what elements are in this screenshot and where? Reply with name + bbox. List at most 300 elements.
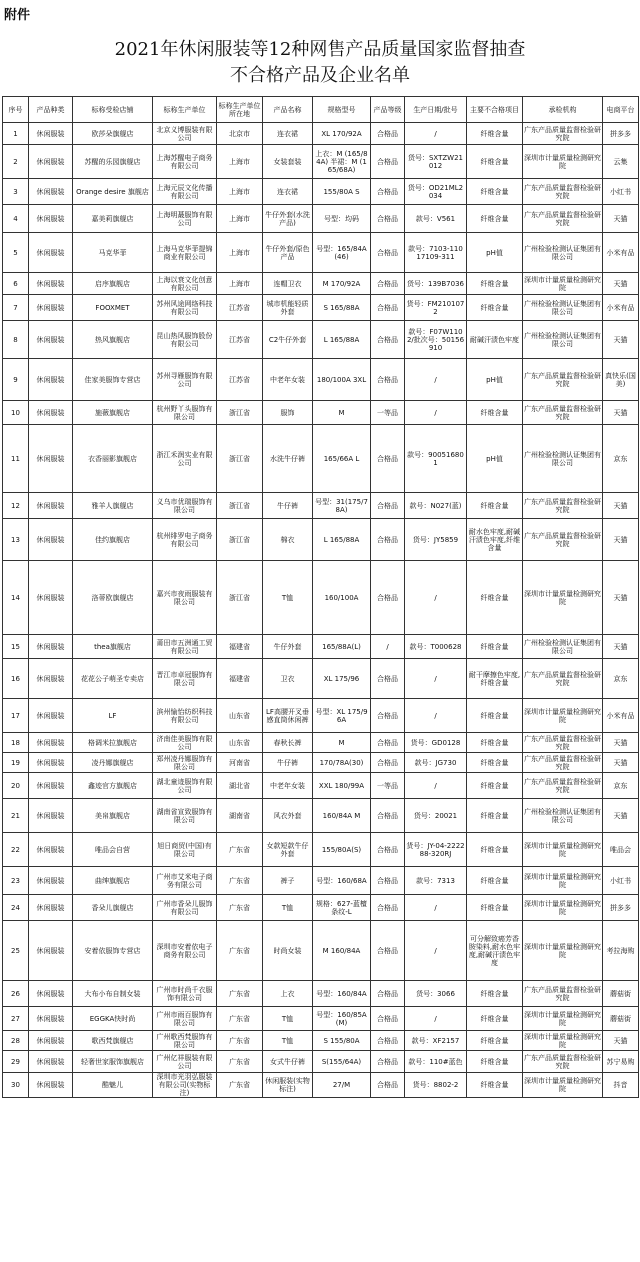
table-cell: 货号：SXTZW21012 xyxy=(405,145,467,179)
table-cell: 牛仔外套 xyxy=(263,635,313,659)
table-cell: 款号：7103-11017109-311 xyxy=(405,233,467,273)
table-cell: 小米有品 xyxy=(603,233,639,273)
table-cell: 真快乐(国美) xyxy=(603,359,639,401)
table-row xyxy=(3,659,639,699)
table-cell: 11 xyxy=(3,425,29,493)
table-cell: 湖南省 xyxy=(217,799,263,833)
table-cell: 休闲服装 xyxy=(29,799,73,833)
table-cell: 深圳市光羽弘服装有限公司(实物标注) xyxy=(153,1073,217,1098)
table-cell: 休闲服装 xyxy=(29,981,73,1007)
table-cell: 连帽卫衣 xyxy=(263,273,313,295)
table-cell: 抖音 xyxy=(603,1073,639,1098)
table-cell: 郑州凌丹娜服饰有限公司 xyxy=(153,753,217,773)
table-cell: 广东省 xyxy=(217,1031,263,1051)
table-cell: 155/80A(S) xyxy=(313,833,371,867)
table-cell: 合格品 xyxy=(371,895,405,921)
table-cell: 合格品 xyxy=(371,753,405,773)
table-cell: XL 175/96 xyxy=(313,659,371,699)
table-cell: 苏宁易购 xyxy=(603,1051,639,1073)
table-cell: 号型：XL 175/96A xyxy=(313,699,371,733)
table-cell: 义乌市优瑞服饰有限公司 xyxy=(153,493,217,519)
table-cell: 休闲服装 xyxy=(29,659,73,699)
table-row xyxy=(3,895,639,921)
table-cell: 165/88A(L) xyxy=(313,635,371,659)
table-cell: 蘑菇街 xyxy=(603,1007,639,1031)
header-cell: 主要不合格项目 xyxy=(467,97,523,123)
table-cell: 深圳市计量质量检测研究院 xyxy=(524,1032,601,1049)
table-cell: 合格品 xyxy=(371,123,405,145)
table-cell: 深圳市计量质量检测研究院 xyxy=(523,273,603,295)
table-cell: 上衣：M (165/84A) 半裙：M (165/68A) xyxy=(313,145,371,179)
table-cell: 广东省 xyxy=(217,867,263,895)
table-cell: 休闲服装 xyxy=(29,123,73,145)
table-cell: 货号：8802-2 xyxy=(405,1073,467,1098)
table-cell: 安着依服饰专营店 xyxy=(73,921,153,981)
table-cell: 上海马克华菲提锦商业有限公司 xyxy=(153,233,217,273)
table-cell: 杭州绯罗电子商务有限公司 xyxy=(153,519,217,561)
table-cell: pH值 xyxy=(467,359,523,401)
table-cell: 浙江省 xyxy=(217,561,263,635)
table-cell: 休闲服装 xyxy=(29,773,73,799)
table-cell: 合格品 xyxy=(371,295,405,321)
table-cell: 纤维含量 xyxy=(467,145,523,179)
table-cell: 江苏省 xyxy=(217,295,263,321)
table-cell: 广东省 xyxy=(217,1007,263,1031)
table-cell: 纤维含量 xyxy=(467,123,523,145)
table-body xyxy=(3,123,639,1098)
table-cell: 香朵儿旗舰店 xyxy=(73,895,153,921)
table-cell: 耐干摩擦色牢度,纤维含量 xyxy=(467,659,523,699)
table-cell: 上海市 xyxy=(217,205,263,233)
table-cell: 女装套装 xyxy=(263,145,313,179)
table-cell: 广州检验检测认证集团有限公司 xyxy=(523,425,603,493)
table-cell: 广东产品质量监督检验研究院 xyxy=(523,1051,603,1073)
table-cell: 28 xyxy=(3,1031,29,1051)
table-cell: 滨州愉怡纺织科技有限公司 xyxy=(153,699,217,733)
table-row xyxy=(3,123,639,145)
table-cell: 卫衣 xyxy=(263,659,313,699)
table-cell: 18 xyxy=(3,733,29,753)
table-cell: 合格品 xyxy=(371,699,405,733)
table-cell: pH值 xyxy=(467,233,523,273)
table-cell: 15 xyxy=(3,635,29,659)
table-cell: 拼多多 xyxy=(603,895,639,921)
table-cell: 合格品 xyxy=(371,493,405,519)
table-cell: 合格品 xyxy=(371,425,405,493)
table-cell: 佳家美服饰专营店 xyxy=(73,359,153,401)
table-cell: 纤维含量 xyxy=(467,179,523,205)
table-cell: 深圳市计量质量检测研究院 xyxy=(523,561,603,635)
table-cell: 休闲服装 xyxy=(29,205,73,233)
table-cell: 广州检验检测认证集团有限公司 xyxy=(523,799,603,833)
table-cell: 款号：110#蓝色 xyxy=(405,1051,467,1073)
table-cell: 考拉海购 xyxy=(603,921,639,981)
table-cell: 合格品 xyxy=(371,659,405,699)
table-cell: 鑫迹官方旗舰店 xyxy=(73,773,153,799)
table-cell: 休闲服装 xyxy=(29,635,73,659)
table-cell: 深圳市计量质量检测研究院 xyxy=(523,1073,603,1098)
table-cell: 拼多多 xyxy=(603,123,639,145)
table-cell: 5 xyxy=(3,233,29,273)
table-cell: 苏州风途网络科技有限公司 xyxy=(153,295,217,321)
table-cell: 休闲服装 xyxy=(29,561,73,635)
table-cell: 京东 xyxy=(603,659,639,699)
table-cell: 170/78A(30) xyxy=(313,753,371,773)
table-cell: 休闲服装 xyxy=(29,401,73,425)
header-cell: 规格型号 xyxy=(313,97,371,123)
table-cell: 7 xyxy=(3,295,29,321)
table-cell: 天猫 xyxy=(603,1031,639,1051)
table-cell: / xyxy=(371,635,405,659)
table-cell: 27 xyxy=(3,1007,29,1031)
table-cell: 纤维含量 xyxy=(467,981,523,1007)
table-cell: 155/80A S xyxy=(313,179,371,205)
table-cell: 款号：F07W1102/批次号：50156910 xyxy=(405,321,467,359)
table-cell: / xyxy=(405,773,467,799)
table-cell: EGGKA快时尚 xyxy=(73,1007,153,1031)
table-cell: 嘉美莉旗舰店 xyxy=(73,205,153,233)
table-cell: 广东产品质量监督检验研究院 xyxy=(523,359,603,401)
table-row xyxy=(3,733,639,753)
table-cell: S(155/64A) xyxy=(313,1051,371,1073)
table-cell: 货号：3066 xyxy=(405,981,467,1007)
table-row xyxy=(3,321,639,359)
table-cell: 晋江市卓冠服饰有限公司 xyxy=(153,659,217,699)
table-cell: / xyxy=(405,699,467,733)
table-cell: 苏醒的乐园旗舰店 xyxy=(73,145,153,179)
table-cell: 天猫 xyxy=(603,753,639,773)
table-cell: 广州市艾米电子商务有限公司 xyxy=(153,867,217,895)
table-cell: 180/100A 3XL xyxy=(313,359,371,401)
table-cell: 合格品 xyxy=(371,1007,405,1031)
table-cell: 连衣裙 xyxy=(263,179,313,205)
table-cell: 天猫 xyxy=(603,273,639,295)
table-cell: 天猫 xyxy=(603,519,639,561)
table-cell: 山东省 xyxy=(217,699,263,733)
table-cell: 深圳市计量质量检测研究院 xyxy=(523,895,603,921)
table-cell: 27/M xyxy=(313,1073,371,1098)
table-cell: 货号：GD0128 xyxy=(405,733,467,753)
table-cell: 牛仔外套(水洗产品) xyxy=(263,205,313,233)
table-cell: 浙江省 xyxy=(217,401,263,425)
table-cell: 165/66A L xyxy=(313,425,371,493)
table-cell: 上海苏醒电子商务有限公司 xyxy=(153,145,217,179)
table-cell: T恤 xyxy=(263,1031,313,1051)
table-cell: 休闲服装 xyxy=(29,295,73,321)
table-cell: 广东省 xyxy=(217,921,263,981)
table-cell: 时尚女装 xyxy=(263,921,313,981)
table-cell: 深圳市计量质量检测研究院 xyxy=(523,867,603,895)
table-cell: 美帛旗舰店 xyxy=(73,799,153,833)
table-cell: 江苏省 xyxy=(217,321,263,359)
table-cell: 休闲服装 xyxy=(29,753,73,773)
table-cell: 广东省 xyxy=(217,1073,263,1098)
table-cell: 3 xyxy=(3,179,29,205)
table-cell: 歌西梵旗舰店 xyxy=(73,1031,153,1051)
table-cell: 莆田市五洲通工贸有限公司 xyxy=(153,635,217,659)
table-cell: 休闲服装 xyxy=(29,1051,73,1073)
table-cell: 浙江禾润实业有限公司 xyxy=(153,425,217,493)
table-cell: / xyxy=(405,401,467,425)
table-cell: 纤维含量 xyxy=(467,895,523,921)
table-row xyxy=(3,773,639,799)
table-cell: 20 xyxy=(3,773,29,799)
table-cell: LF高腰开叉垂感直筒休闲裤 xyxy=(263,699,313,733)
table-cell: LF xyxy=(73,699,153,733)
table-cell: 休闲服装 xyxy=(29,273,73,295)
table-cell: 30 xyxy=(3,1073,29,1098)
table-cell: 广州市时尚千衣服饰有限公司 xyxy=(153,981,217,1007)
table-cell: 曲绅旗舰店 xyxy=(73,867,153,895)
table-cell: 福建省 xyxy=(217,659,263,699)
table-cell: 合格品 xyxy=(371,921,405,981)
table-cell: 合格品 xyxy=(371,519,405,561)
table-cell: 广东省 xyxy=(217,1051,263,1073)
table-cell: 旭日商贸(中国)有限公司 xyxy=(153,833,217,867)
table-cell: 上海市 xyxy=(217,273,263,295)
table-cell: 纤维含量 xyxy=(467,1073,523,1098)
table-cell: / xyxy=(405,123,467,145)
table-cell: 花花公子萌圣专卖店 xyxy=(73,659,153,699)
table-cell: 天猫 xyxy=(603,493,639,519)
table-cell: 纤维含量 xyxy=(467,401,523,425)
table-cell: 24 xyxy=(3,895,29,921)
table-cell: 山东省 xyxy=(217,733,263,753)
table-cell: 休闲服装 xyxy=(29,921,73,981)
table-row xyxy=(3,205,639,233)
table-row xyxy=(3,359,639,401)
table-cell: XXL 180/99A xyxy=(313,773,371,799)
table-cell: 天猫 xyxy=(603,561,639,635)
table-cell: 广东产品质量监督检验研究院 xyxy=(523,519,603,561)
table-cell: 深圳市计量质量检测研究院 xyxy=(523,833,603,867)
table-cell: 广州检验检测认证集团有限公司 xyxy=(523,635,603,659)
table-cell: 湖北省 xyxy=(217,773,263,799)
table-cell: 19 xyxy=(3,753,29,773)
table-cell: 天猫 xyxy=(603,733,639,753)
table-cell: 马克华菲 xyxy=(73,233,153,273)
table-row xyxy=(3,179,639,205)
table-cell: thea旗舰店 xyxy=(73,635,153,659)
table-cell: 款号：900516801 xyxy=(405,425,467,493)
table-cell: 广东省 xyxy=(217,895,263,921)
table-cell: 合格品 xyxy=(371,233,405,273)
table-cell: 纤维含量 xyxy=(467,733,523,753)
table-cell: 水洗牛仔裤 xyxy=(263,425,313,493)
table-cell: 纤维含量 xyxy=(467,273,523,295)
table-cell: 济南佳美服饰有限公司 xyxy=(153,733,217,753)
table-cell: 北京义博服装有限公司 xyxy=(153,123,217,145)
table-cell: 货号：JY-04-222288-320RJ xyxy=(405,833,467,867)
table-cell: 8 xyxy=(3,321,29,359)
table-cell: 京东 xyxy=(603,425,639,493)
table-cell: 休闲服装 xyxy=(29,179,73,205)
header-cell: 标称生产单位 xyxy=(153,97,217,123)
table-cell: 福建省 xyxy=(217,635,263,659)
table-cell: 12 xyxy=(3,493,29,519)
table-cell: T恤 xyxy=(263,895,313,921)
table-cell: 合格品 xyxy=(371,321,405,359)
table-cell: 广东产品质量监督检验研究院 xyxy=(523,659,603,699)
table-cell: S 155/80A xyxy=(313,1031,371,1051)
table-cell: 春秋长裤 xyxy=(263,733,313,753)
table-cell: 广东省 xyxy=(217,981,263,1007)
table-cell: 热风旗舰店 xyxy=(73,321,153,359)
table-cell: 唯品会 xyxy=(603,833,639,867)
table-cell: 上海市 xyxy=(217,179,263,205)
table-cell: 号型：165/84A(46) xyxy=(313,233,371,273)
table-cell: 纤维含量 xyxy=(467,833,523,867)
table-cell: 广州市雨百服饰有限公司 xyxy=(153,1007,217,1031)
table-row xyxy=(3,145,639,179)
table-cell: 一等品 xyxy=(371,401,405,425)
table-row xyxy=(3,425,639,493)
header-cell: 产品等级 xyxy=(371,97,405,123)
table-cell: 雅羊人旗舰店 xyxy=(73,493,153,519)
table-cell: 上海以衰文化创意有限公司 xyxy=(153,273,217,295)
table-cell: 合格品 xyxy=(371,733,405,753)
table-cell: 广州歌西梵服饰有限公司 xyxy=(153,1031,217,1051)
document-title-line-1: 2021年休闲服装等12种网售产品质量国家监督抽查 xyxy=(114,39,526,60)
table-cell: 纤维含量 xyxy=(467,699,523,733)
table-cell: 9 xyxy=(3,359,29,401)
table-cell: 款号：T000628 xyxy=(405,635,467,659)
table-cell: 佳约旗舰店 xyxy=(73,519,153,561)
table-cell: 货号：OD21ML2034 xyxy=(405,179,467,205)
table-cell: 广东产品质量监督检验研究院 xyxy=(523,179,603,205)
table-cell: 轻奢世家服饰旗舰店 xyxy=(73,1051,153,1073)
table-cell: 江苏省 xyxy=(217,359,263,401)
table-row xyxy=(3,635,639,659)
table-cell: 深圳市计量质量检测研究院 xyxy=(523,921,603,981)
table-cell: 京东 xyxy=(603,773,639,799)
table-cell: 一等品 xyxy=(371,773,405,799)
table-cell: 天猫 xyxy=(603,635,639,659)
table-cell: / xyxy=(405,895,467,921)
header-cell: 生产日期/批号 xyxy=(405,97,467,123)
table-row xyxy=(3,295,639,321)
table-cell: 160/100A xyxy=(313,561,371,635)
table-cell: 牛仔裤 xyxy=(263,753,313,773)
table-cell: 纤维含量 xyxy=(467,205,523,233)
table-cell: 休闲服装 xyxy=(29,519,73,561)
table-cell: 广州检验检测认证集团有限公司 xyxy=(523,295,603,321)
table-cell: 纤维含量 xyxy=(467,867,523,895)
table-cell: L 165/88A xyxy=(313,321,371,359)
header-cell: 标称受检店铺 xyxy=(73,97,153,123)
results-table xyxy=(2,96,639,1098)
table-cell: 款号：N027(蓝) xyxy=(405,493,467,519)
table-cell: 上海元辰文化传播有限公司 xyxy=(153,179,217,205)
table-cell: 蘑菇街 xyxy=(603,981,639,1007)
table-cell: 合格品 xyxy=(371,833,405,867)
table-cell: 货号：FM2101072 xyxy=(405,295,467,321)
table-cell: 纤维含量 xyxy=(467,493,523,519)
table-cell: 款号：V561 xyxy=(405,205,467,233)
table-row xyxy=(3,1073,639,1098)
table-cell: 纤维含量 xyxy=(467,295,523,321)
table-cell: 洛蒂欧旗舰店 xyxy=(73,561,153,635)
header-cell: 产品名称 xyxy=(263,97,313,123)
table-cell: 上衣 xyxy=(263,981,313,1007)
table-cell: 苏州寻雁服饰有限公司 xyxy=(153,359,217,401)
table-cell: 号型：均码 xyxy=(313,205,371,233)
table-cell: 26 xyxy=(3,981,29,1007)
table-cell: 休闲服装 xyxy=(29,867,73,895)
table-cell: 小红书 xyxy=(603,867,639,895)
table-cell: 款号：XF2157 xyxy=(405,1031,467,1051)
table-cell: 合格品 xyxy=(371,273,405,295)
table-cell: 13 xyxy=(3,519,29,561)
table-cell: 款号：7313 xyxy=(405,867,467,895)
table-cell: M xyxy=(313,401,371,425)
table-row xyxy=(3,699,639,733)
table-cell: 17 xyxy=(3,699,29,733)
table-cell: 合格品 xyxy=(371,205,405,233)
table-cell: 广东产品质量监督检验研究院 xyxy=(523,981,603,1007)
table-cell: 中老年女装 xyxy=(263,773,313,799)
table-cell: M xyxy=(313,733,371,753)
document-title-line-2: 不合格产品及企业名单 xyxy=(230,65,410,86)
table-cell: 号型：160/68A xyxy=(313,867,371,895)
table-cell: 合格品 xyxy=(371,561,405,635)
table-cell: 160/84A M xyxy=(313,799,371,833)
table-cell: 昆山热风服饰股份有限公司 xyxy=(153,321,217,359)
table-row xyxy=(3,753,639,773)
table-cell: 广东产品质量监督检验研究院 xyxy=(524,754,601,771)
table-cell: 休闲服装 xyxy=(29,699,73,733)
table-header-row xyxy=(3,97,639,123)
table-cell: 浙江省 xyxy=(217,425,263,493)
table-row xyxy=(3,233,639,273)
table-cell: 休闲服装 xyxy=(29,233,73,273)
table-cell: 16 xyxy=(3,659,29,699)
table-cell: 天猫 xyxy=(603,799,639,833)
table-cell: 纤维含量 xyxy=(467,799,523,833)
table-cell: 广州亿祥服装有限公司 xyxy=(153,1051,217,1073)
table-cell: 休闲服装 xyxy=(29,425,73,493)
table-cell: 启序旗舰店 xyxy=(73,273,153,295)
table-cell: 纤维含量 xyxy=(467,1031,523,1051)
table-cell: 广州检验检测认证集团有限公司 xyxy=(523,321,603,359)
table-cell: 浙江省 xyxy=(217,519,263,561)
table-row xyxy=(3,921,639,981)
table-cell: 货号：139B7036 xyxy=(405,273,467,295)
table-cell: 深圳市计量质量检测研究院 xyxy=(523,145,603,179)
table-cell: 纤维含量 xyxy=(467,1051,523,1073)
table-cell: 牛仔裤 xyxy=(263,493,313,519)
table-row xyxy=(3,273,639,295)
table-cell: 天猫 xyxy=(603,321,639,359)
table-cell: 耐碱汗渍色牢度 xyxy=(467,321,523,359)
table-cell: 小红书 xyxy=(603,179,639,205)
table-row xyxy=(3,799,639,833)
table-cell: 天猫 xyxy=(603,205,639,233)
table-cell: 施薇旗舰店 xyxy=(73,401,153,425)
table-cell: 号型：160/85A(M) xyxy=(313,1007,371,1031)
table-cell: 货号：JY5859 xyxy=(405,519,467,561)
table-cell: / xyxy=(405,359,467,401)
table-cell: 服饰 xyxy=(263,401,313,425)
table-row xyxy=(3,561,639,635)
table-cell: 城市机能轻质外套 xyxy=(263,295,313,321)
table-cell: 唯品会自营 xyxy=(73,833,153,867)
table-cell: 女式牛仔裤 xyxy=(263,1051,313,1073)
header-cell: 承检机构 xyxy=(523,97,603,123)
table-cell: 合格品 xyxy=(371,981,405,1007)
table-cell: 浙江省 xyxy=(217,493,263,519)
table-cell: 广东产品质量监督检验研究院 xyxy=(523,123,603,145)
